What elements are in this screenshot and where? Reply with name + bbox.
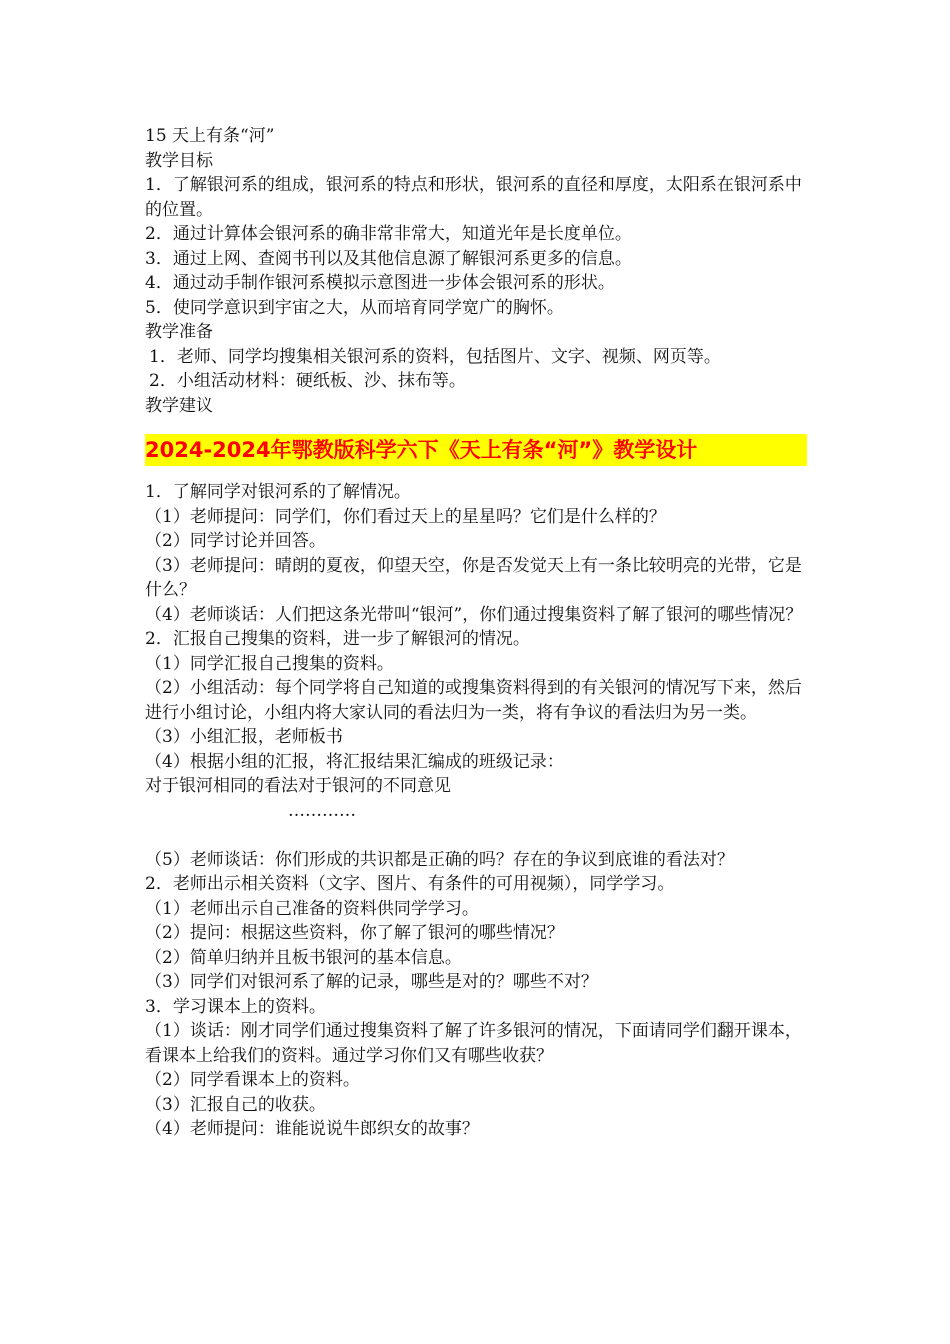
- body-paragraph: 1．了解同学对银河系的了解情况。: [145, 482, 411, 502]
- goal-item: 5．使同学意识到宇宙之大，从而培育同学宽广的胸怀。: [145, 297, 564, 318]
- lesson-body: [145, 480, 810, 1142]
- body-paragraph: （3）小组汇报，老师板书: [145, 727, 343, 747]
- body-paragraph: （4）老师谈话：人们把这条光带叫“银河”，你们通过搜集资料了解了银河的哪些情况？: [145, 604, 803, 625]
- advice-heading: 教学建议: [145, 395, 213, 416]
- goal-item: 3．通过上网、查阅书刊以及其他信息源了解银河系更多的信息。: [145, 248, 632, 269]
- prep-item: 2．小组活动材料：硬纸板、沙、抹布等。: [149, 371, 466, 391]
- body-paragraph: （2）提问：根据这些资料，你了解了银河的哪些情况？: [145, 923, 564, 943]
- goal-item: 4．通过动手制作银河系模拟示意图进一步体会银河系的形状。: [145, 273, 615, 293]
- prep-item: 1．老师、同学均搜集相关银河系的资料，包括图片、文字、视频、网页等。: [149, 346, 721, 367]
- body-paragraph: （3）汇报自己的收获。: [145, 1094, 326, 1115]
- body-paragraph: （3）同学们对银河系了解的记录，哪些是对的？哪些不对？: [145, 972, 598, 992]
- body-paragraph: （5）老师谈话：你们形成的共识都是正确的吗？存在的争议到底谁的看法对？: [145, 849, 734, 870]
- prep-heading: 教学准备: [145, 322, 213, 342]
- goal-item: 1．了解银河系的组成，银河系的特点和形状，银河系的直径和厚度，太阳系在银河系中的位置。: [145, 175, 802, 220]
- body-paragraph: （2）同学看课本上的资料。: [145, 1070, 360, 1090]
- body-paragraph: 3．学习课本上的资料。: [145, 996, 326, 1017]
- body-paragraph: （1）老师提问：同学们，你们看过天上的星星吗？它们是什么样的？: [145, 506, 666, 527]
- body-paragraph: （1）同学汇报自己搜集的资料。: [145, 653, 394, 674]
- body-paragraph: （3）老师提问：晴朗的夏夜，仰望天空，你是否发觉天上有一条比较明亮的光带，它是什么？: [145, 555, 802, 600]
- body-paragraph: 2．汇报自己搜集的资料，进一步了解银河的情况。: [145, 629, 530, 649]
- document-content: [145, 124, 810, 1142]
- body-paragraph: （4）老师提问：谁能说说牛郎织女的故事？: [145, 1119, 479, 1139]
- goals-heading: 教学目标: [145, 150, 213, 171]
- blank-line: [145, 823, 810, 848]
- body-paragraph: 对于银河相同的看法对于银河的不同意见: [145, 776, 451, 796]
- body-paragraph: （2）简单归纳并且板书银河的基本信息。: [145, 947, 462, 968]
- lesson-title: 15 天上有条“河”: [145, 126, 275, 146]
- body-paragraph: （1）谈话：刚才同学们通过搜集资料了解了许多银河的情况，下面请同学们翻开课本，看课本上给我们的资料。通过学习你们又有哪些收获？: [145, 1021, 802, 1066]
- body-paragraph: （1）老师出示自己准备的资料供同学学习。: [145, 898, 479, 919]
- body-paragraph: （2）同学讨论并回答。: [145, 531, 326, 551]
- ellipsis-line: …………: [288, 800, 356, 821]
- goal-item: 2．通过计算体会银河系的确非常非常大，知道光年是长度单位。: [145, 224, 632, 244]
- body-paragraph: （4）根据小组的汇报，将汇报结果汇编成的班级记录：: [145, 751, 564, 772]
- document-banner-title: 2024-2024年鄂教版科学六下《天上有条“河”》教学设计: [145, 434, 807, 466]
- body-paragraph: （2）小组活动：每个同学将自己知道的或搜集资料得到的有关银河的情况写下来，然后进行小组讨论，小组内将大家认同的看法归为一类，将有争议的看法归为另一类。: [145, 678, 802, 723]
- body-paragraph: 2．老师出示相关资料（文字、图片、有条件的可用视频），同学学习。: [145, 874, 675, 894]
